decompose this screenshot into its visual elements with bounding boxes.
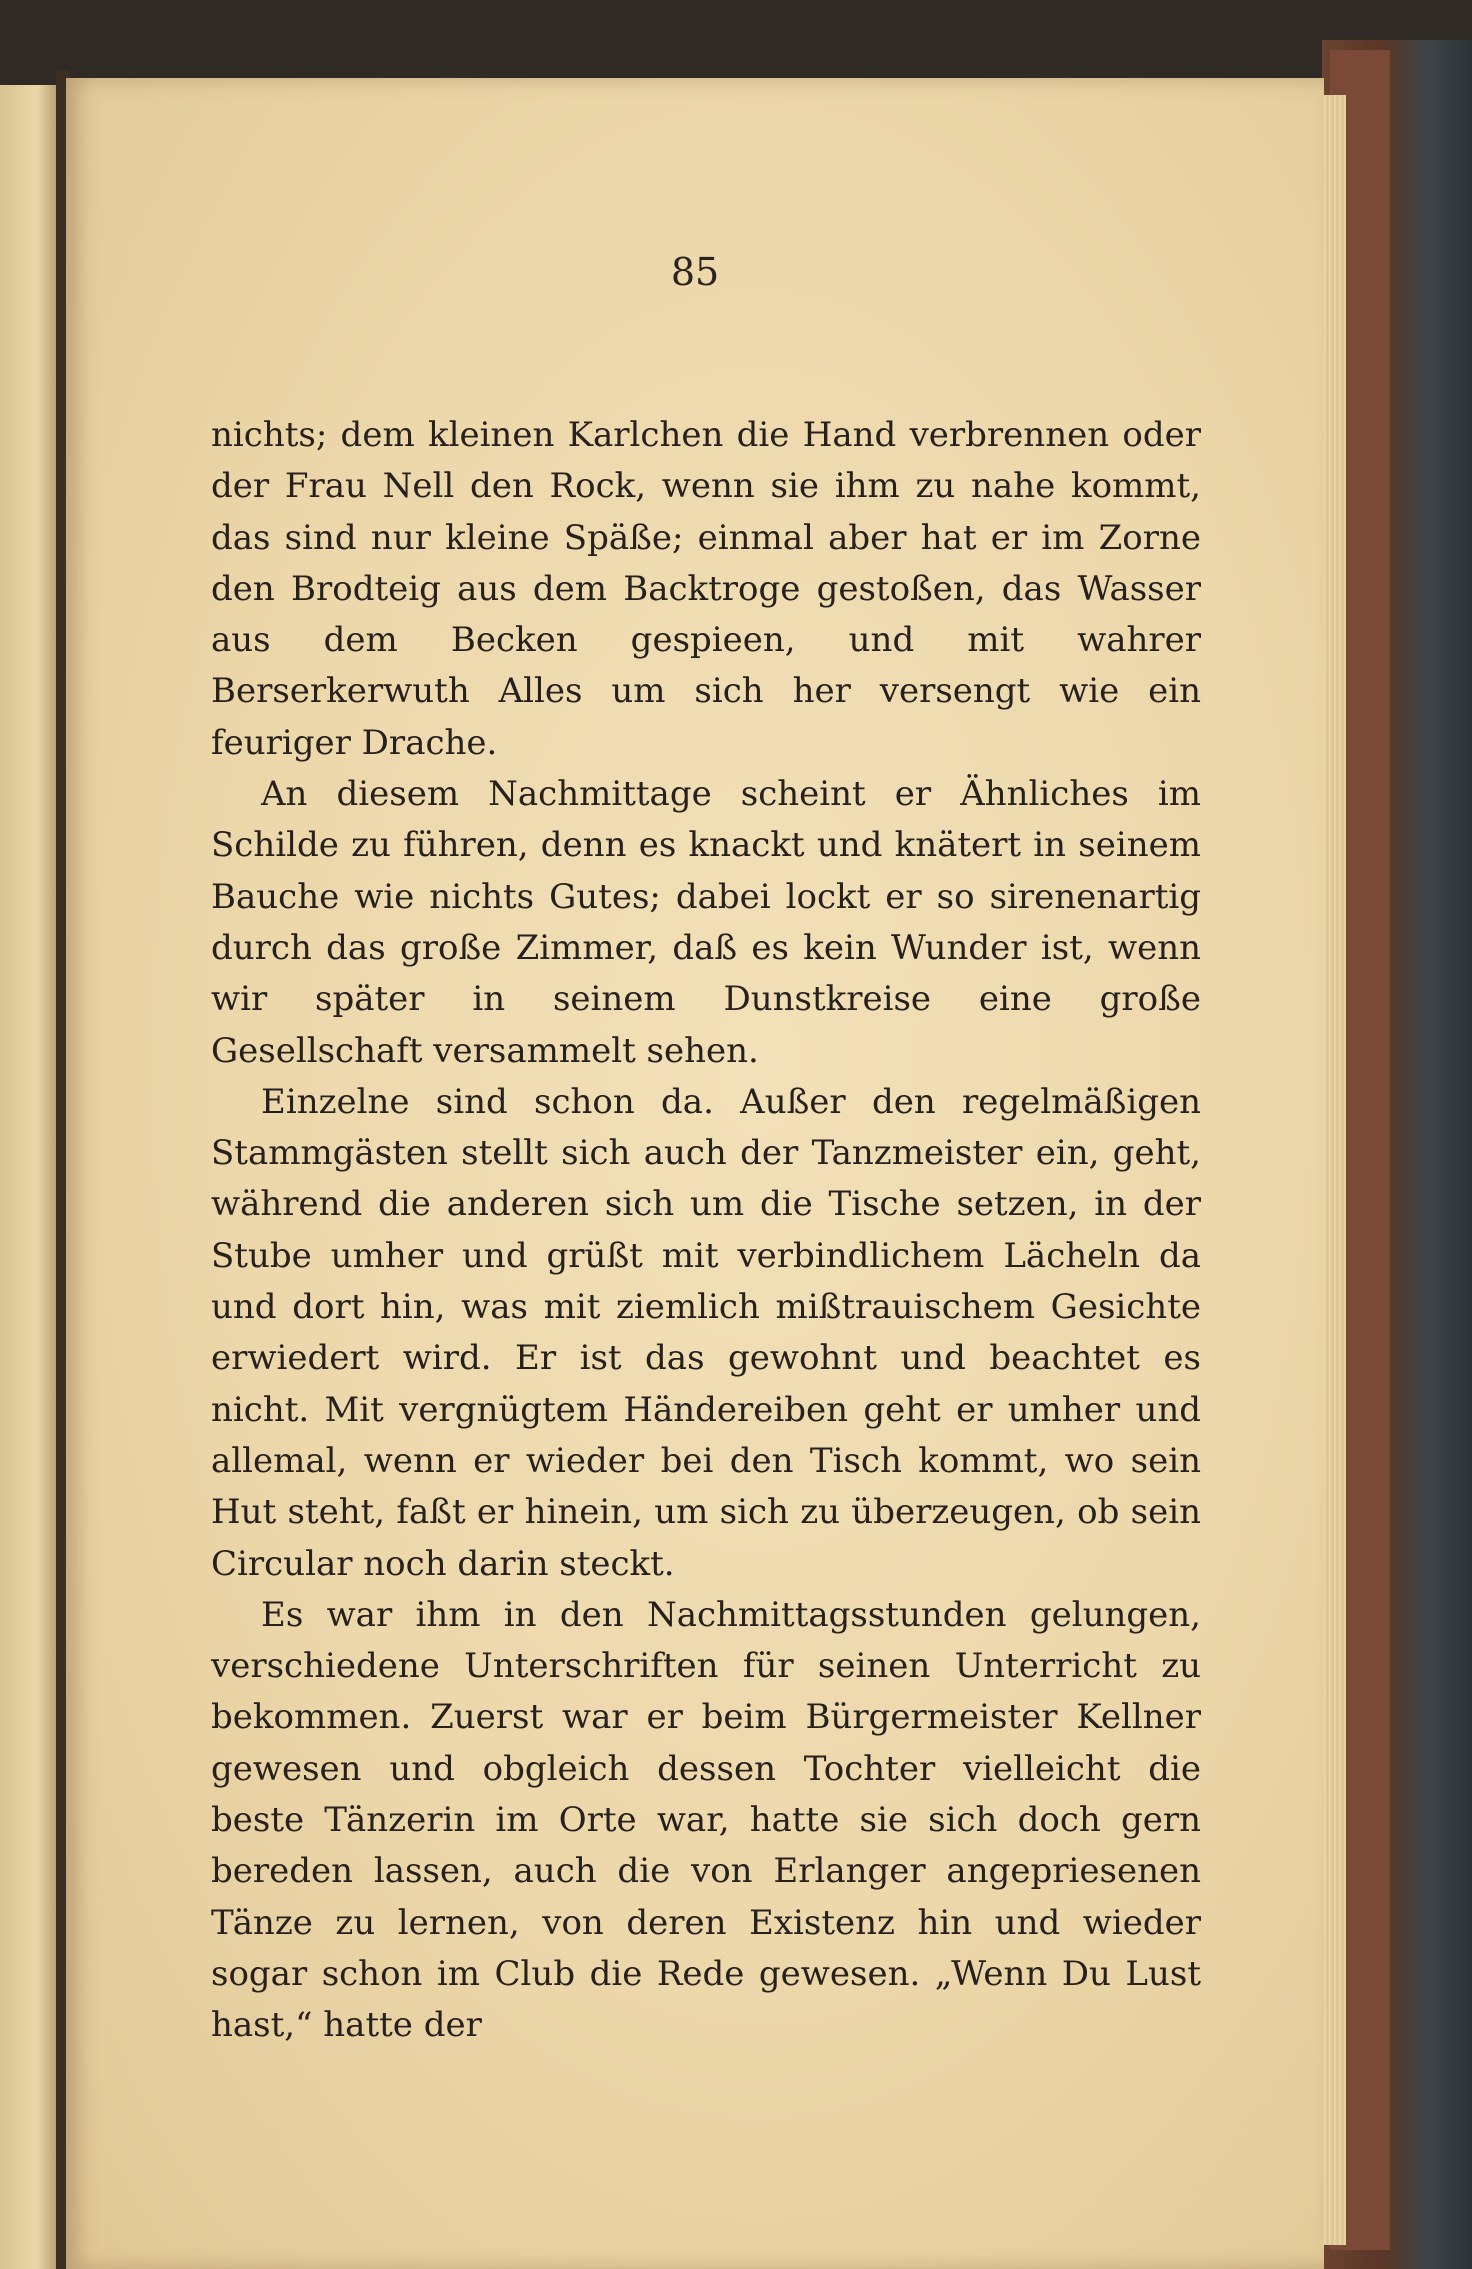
page-number: 85 <box>670 250 720 294</box>
paragraph-1: nichts; dem kleinen Karlchen die Hand verbrennen oder der Frau Nell den Rock, wenn sie ihm zu nahe kommt, das sind nur kleine Späße; einmal aber hat er im Zorne den Brodteig aus dem Backtroge gestoßen, das Wasser aus dem Becken gespieen, und mit wahrer Berserkerwuth Alles um sich her versengt wie ein feuriger Drache. <box>211 415 1201 763</box>
paragraph-2: An diesem Nachmittage scheint er Ähnliches im Schilde zu führen, denn es knackt und knätert in seinem Bauche wie nichts Gutes; dabei lockt er so sirenenartig durch das große Zimmer, daß es kein Wunder ist, wenn wir später in seinem Dunstkreise eine große Gesellschaft versammelt sehen. <box>211 774 1201 1071</box>
paragraph-4: Es war ihm in den Nachmittagsstunden gelungen, verschiedene Unterschriften für seinen Unterricht zu bekommen. Zuerst war er beim Bürgermeister Kellner gewesen und obgleich dessen Tochter vielleicht die beste Tänzerin im Orte war, hatte sie sich doch gern bereden lassen, auch die von Erlanger angepriesenen Tänze zu lernen, von deren Existenz hin und wieder sogar schon im Club die Rede gewesen. „Wenn Du Lust hast,“ hatte der <box>211 1594 1201 2046</box>
book-page <box>66 78 1324 2269</box>
paragraph-3: Einzelne sind schon da. Außer den regelmäßigen Stammgästen stellt sich auch der Tanzmeister ein, geht, während die anderen sich um die Tische setzen, in der Stube umher und grüßt mit verbindlichem Lächeln da und dort hin, was mit ziemlich mißtrauischem Gesichte erwiedert wird. Er ist das gewohnt und beachtet es nicht. Mit vergnügtem Händereiben geht er umher und allemal, wenn er wieder bei den Tisch kommt, wo sein Hut steht, faßt er hinein, um sich zu überzeugen, ob sein Circular noch darin steckt. <box>211 1081 1201 1584</box>
facing-page-edge <box>0 85 62 2269</box>
body-text <box>211 410 1201 2052</box>
